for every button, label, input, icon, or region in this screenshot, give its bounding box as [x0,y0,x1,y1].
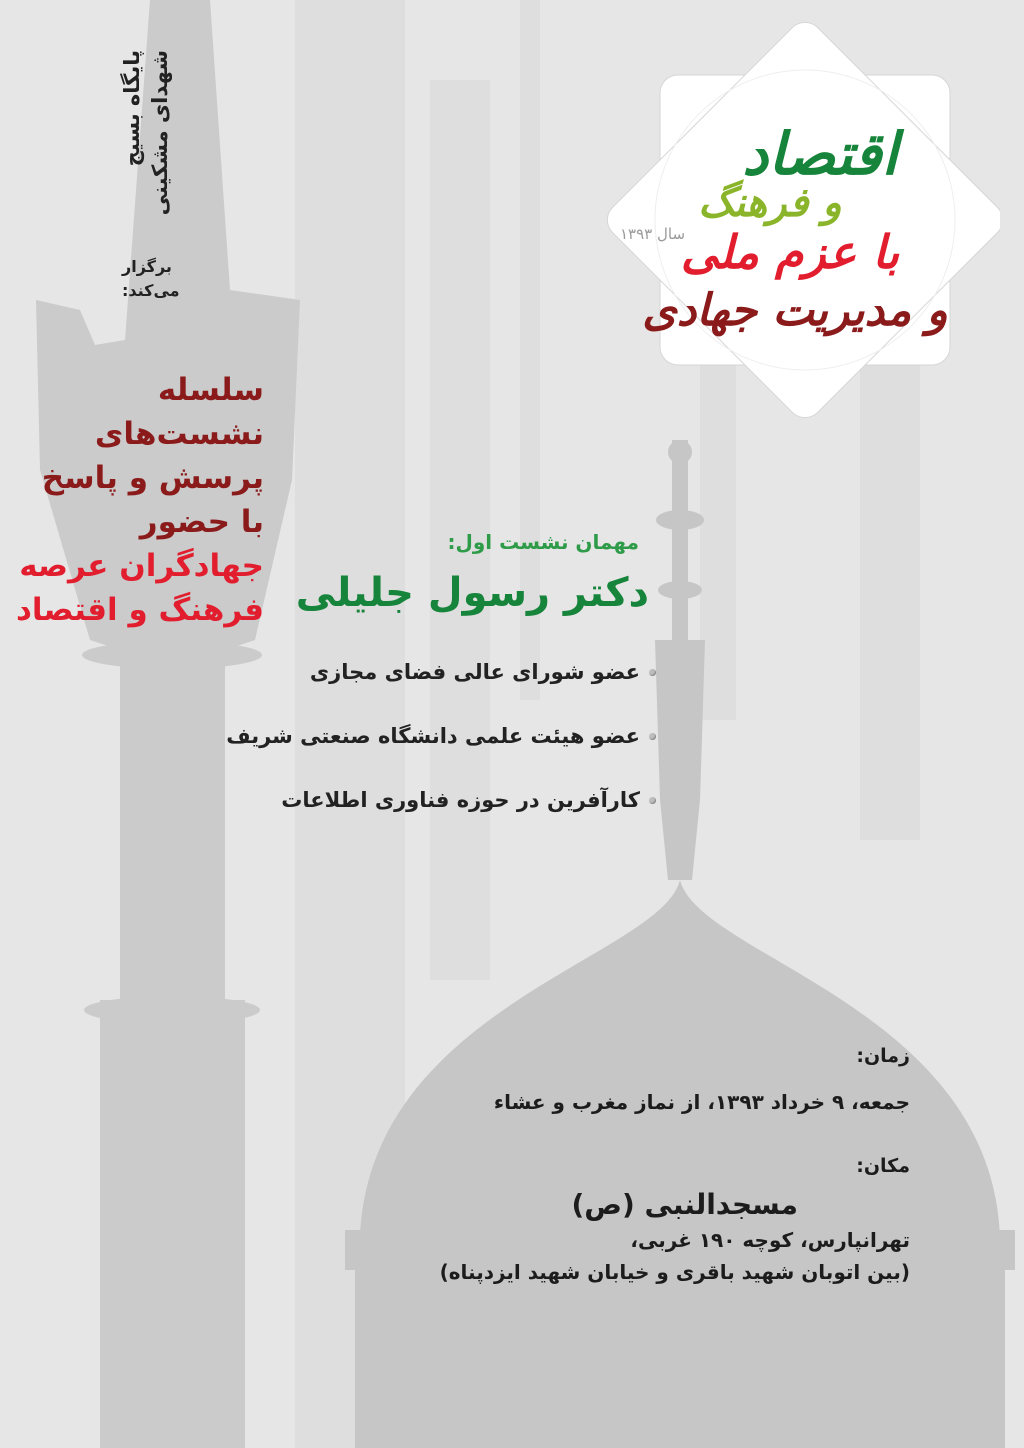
organizer-host-text [122,255,202,303]
organizer-host-line2: می‌کند: [122,281,180,300]
organizer-block [118,50,208,300]
list-item [216,778,656,842]
year-slogan-emblem [600,20,1000,420]
guest-credits-list [216,650,656,842]
bullet-icon [649,669,656,676]
time-value: جمعه، ۹ خرداد ۱۳۹۳، از نماز مغرب و عشاء [493,1090,910,1114]
organizer-name-line2: شهدای مشکینی [148,50,172,216]
credit-text: عضو هیئت علمی دانشگاه صنعتی شریف [226,724,640,748]
credit-text: کارآفرین در حوزه فناوری اطلاعات [281,788,640,812]
emblem-line3: با عزم ملی [680,225,900,279]
time-label: زمان: [856,1045,910,1067]
address-line2: (بین اتوبان شهید باقری و خیابان شهید ایزدپناه) [439,1260,910,1284]
bullet-icon [649,733,656,740]
series-line5: فرهنگ و اقتصاد [16,592,264,628]
series-line4: جهادگران عرصه [19,548,264,584]
series-line2: پرسش و پاسخ [41,460,264,496]
place-label: مکان: [856,1155,910,1177]
organizer-host-line1: برگزار [122,257,172,276]
guest-name: دکتر رسول جلیلی [295,570,649,616]
organizer-name-line1: پایگاه بسیج [120,50,144,167]
series-title [4,368,264,632]
emblem-year: سال ۱۳۹۳ [620,225,686,243]
emblem-line1: اقتصاد [742,120,898,188]
credit-text: عضو شورای عالی فضای مجازی [309,660,640,684]
address-line1: تهرانپارس، کوچه ۱۹۰ غربی، [630,1228,910,1252]
series-line1: سلسله نشست‌های [94,372,264,452]
list-item [216,714,656,778]
emblem-line4: و مدیریت جهادی [642,285,948,336]
list-item [216,650,656,714]
emblem-line2: و فرهنگ [698,180,842,226]
guest-label: مهمان نشست اول: [447,530,639,554]
venue-name: مسجدالنبی (ص) [571,1188,798,1221]
bullet-icon [649,797,656,804]
series-line3: با حضور [139,504,264,540]
organizer-name [118,50,174,215]
